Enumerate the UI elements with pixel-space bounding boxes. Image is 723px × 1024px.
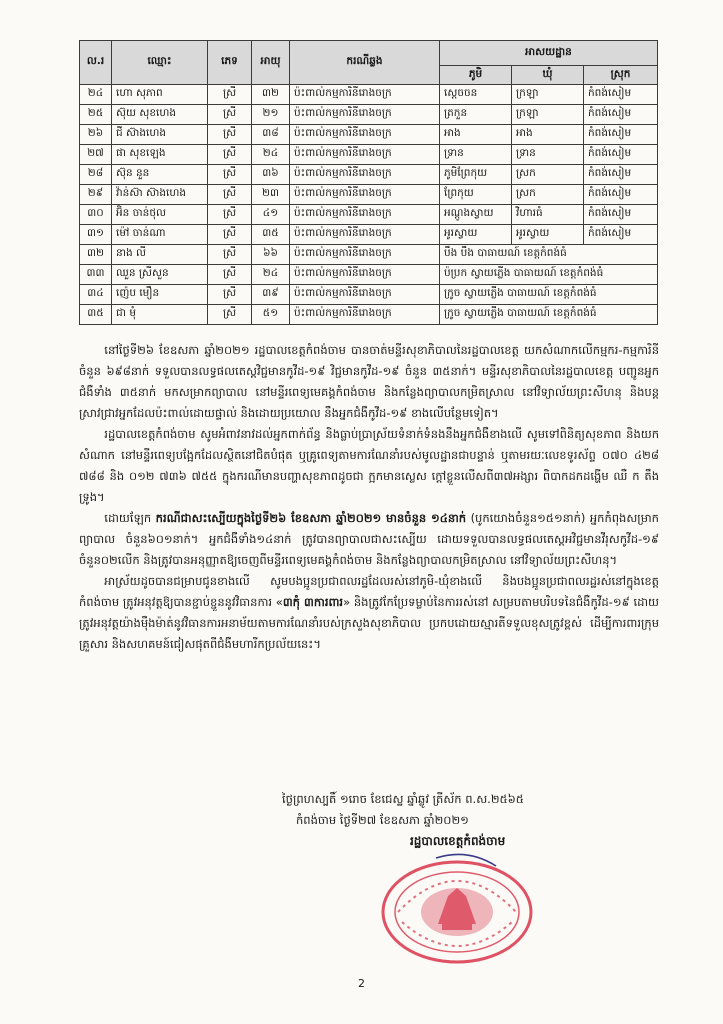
cell-case: ប៉ះពាល់កម្មការិនីរោងចក្រ: [290, 265, 440, 285]
cell-no: ៣១: [80, 225, 112, 245]
header-address: អាសយដ្ឋាន: [440, 41, 658, 66]
table-row: [80, 285, 658, 305]
cell-case: ប៉ះពាល់កម្មការិនីរោងចក្រ: [290, 185, 440, 205]
cell-sex: ស្រី: [208, 265, 252, 285]
cell-sex: ស្រី: [208, 125, 252, 145]
cell-village: អណ្ដូងស្វាយ: [440, 205, 512, 225]
cell-district: កំពង់សៀម: [584, 85, 658, 105]
issuing-office: រដ្ឋបាលខេត្តកំពង់ចាម: [410, 834, 506, 848]
cell-no: ៣២: [80, 245, 112, 265]
cell-age: ៥១: [252, 305, 290, 325]
header-village: ភូមិ: [440, 66, 512, 85]
cell-no: ៣៤: [80, 285, 112, 305]
cell-village: អាង: [440, 125, 512, 145]
cell-name: ជា មុំ: [112, 305, 208, 325]
table-row: [80, 85, 658, 105]
cell-name: ហោ សុភាព: [112, 85, 208, 105]
cell-commune: អូរស្វាយ: [512, 225, 584, 245]
table-row: [80, 185, 658, 205]
header-case: ករណីឆ្លង: [290, 41, 440, 85]
header-sex: ភេទ: [208, 41, 252, 85]
cases-table: [79, 40, 658, 325]
measures-detail: » និងត្រូវកែប្រែទម្លាប់នៃការរស់នៅ សម្របតាមបរិបទនៃជំងឺកូវីដ-១៩ ដោយត្រូវអនុវត្តយ៉ាងម៉ឺងម៉ាត់នូវវិធានការអនាម័យតាមការណែនាំរបស់ក្រសួងសុខាភិបាល ប្រកបដោយស្មារតីទទួលខុសត្រូវខ្ពស់ ដើម្បីការពារក្រុមគ្រួសារ និងសហគមន៍ជៀសផុតពីជំងឺមហារីកប្រល័យនេះ។: [79, 595, 660, 651]
cell-sex: ស្រី: [208, 285, 252, 305]
cell-case: ប៉ះពាល់កម្មការិនីរោងចក្រ: [290, 85, 440, 105]
cell-age: ៣៥: [252, 225, 290, 245]
cell-name: ស៊ុន នួន: [112, 165, 208, 185]
cell-sex: ស្រី: [208, 205, 252, 225]
cell-address-full: បឹង បឹង បាធាយណ៍ ខេត្តកំពង់ធំ: [440, 245, 658, 265]
cell-address-full: ក្រូច ស្វាយភ្លើង បាធាយណ៍ ខេត្តកំពង់ធំ: [440, 285, 658, 305]
table-row: [80, 145, 658, 165]
cell-name: វ៉ាន់ស៊ា ស៊ាងហេង: [112, 185, 208, 205]
cell-district: កំពង់សៀម: [584, 185, 658, 205]
cell-no: ៣៣: [80, 265, 112, 285]
cell-sex: ស្រី: [208, 145, 252, 165]
cell-address-full: ក្រូច ស្វាយភ្លើង បាធាយណ៍ ខេត្តកំពង់ធំ: [440, 305, 658, 325]
cell-district: កំពង់សៀម: [584, 205, 658, 225]
recovered-intro: ដោយឡែក: [104, 511, 156, 525]
header-age: អាយុ: [252, 41, 290, 85]
cell-district: កំពង់សៀម: [584, 225, 658, 245]
cell-name: ម៉ៅ ចាន់ណា: [112, 225, 208, 245]
cell-name: ញ៉េប មឿន: [112, 285, 208, 305]
cell-district: កំពង់សៀម: [584, 145, 658, 165]
cell-sex: ស្រី: [208, 185, 252, 205]
cell-sex: ស្រី: [208, 105, 252, 125]
cell-no: ៣៥: [80, 305, 112, 325]
cell-commune: ស្រក: [512, 165, 584, 185]
cell-age: ៣២: [252, 85, 290, 105]
table-row: [80, 305, 658, 325]
cell-case: ប៉ះពាល់កម្មការិនីរោងចក្រ: [290, 125, 440, 145]
cell-village: ស្ដេចចន: [440, 85, 512, 105]
cell-sex: ស្រី: [208, 245, 252, 265]
paragraph-measures: [79, 571, 659, 655]
cell-age: ៣៨: [252, 125, 290, 145]
cell-case: ប៉ះពាល់កម្មការិនីរោងចក្រ: [290, 245, 440, 265]
cell-name: អ៊ិន ចាន់ថុល: [112, 205, 208, 225]
cell-age: ៣៩: [252, 285, 290, 305]
recovered-detail: (បូកយោងចំនួន១៥១នាក់) អ្នកកំពុងសម្រាកព្យាបាល ចំនួន៦០១នាក់។ អ្នកជំងឺទាំង១៤នាក់ ត្រូវបានព្យាបាលជាសះស្បើយ ដោយទទួលបានលទ្ធផលតេស្តអវិជ្ជមានវីរុសកូវីដ-១៩ ចំនួន០២លើក និងត្រូវបានអនុញ្ញាតឱ្យចេញពីមន្ទីរពេទ្យមេគង្គកំពង់ចាម និងកន្លែងព្យាបាលកម្រិតស្រាល នៅវិទ្យាល័យព្រះសីហនុ។: [79, 511, 659, 567]
cell-district: កំពង់សៀម: [584, 165, 658, 185]
cell-commune: ក្រឡា: [512, 105, 584, 125]
cell-no: ២៧: [80, 145, 112, 165]
cell-sex: ស្រី: [208, 305, 252, 325]
cell-case: ប៉ះពាល់កម្មការិនីរោងចក្រ: [290, 145, 440, 165]
table-row: [80, 165, 658, 185]
official-seal-icon: [378, 852, 536, 964]
cell-no: ២៤: [80, 85, 112, 105]
cell-name: ជី ស៊ាងហេង: [112, 125, 208, 145]
measures-intro: អាស្រ័យដូចបានជម្រាបជូនខាងលើ សូមបងប្អូនប្រជាពលរដ្ឋដែលរស់នៅភូមិ-ឃុំខាងលើ និងបងប្អូនប្រជាពលរដ្ឋរស់នៅក្នុងខេត្តកំពង់ចាម ត្រូវអនុវត្តឱ្យបានខ្ជាប់ខ្ជួននូវវិធានការ «: [79, 574, 659, 609]
cell-commune: វិហារធំ: [512, 205, 584, 225]
cell-no: ២៨: [80, 165, 112, 185]
cell-commune: ស្រក: [512, 185, 584, 205]
cell-no: ៣០: [80, 205, 112, 225]
header-name: ឈ្មោះ: [112, 41, 208, 85]
header-no: ល.រ: [80, 41, 112, 85]
recovered-highlight: ករណីជាសះស្បើយក្នុងថ្ងៃទី២៦ ខែឧសភា ឆ្នាំ២០២១ មានចំនួន ១៤នាក់: [155, 511, 467, 525]
cell-village: ទ្រាន: [440, 145, 512, 165]
cell-age: ៦៦: [252, 245, 290, 265]
cell-age: ៣៦: [252, 165, 290, 185]
paragraph-recovered: [79, 508, 659, 571]
cell-village: ត្រកួន: [440, 105, 512, 125]
cell-sex: ស្រី: [208, 85, 252, 105]
cell-name: ឈួន ស្រីសួន: [112, 265, 208, 285]
cell-sex: ស្រី: [208, 225, 252, 245]
cell-no: ២៥: [80, 105, 112, 125]
cell-district: កំពង់សៀម: [584, 125, 658, 145]
table-row: [80, 205, 658, 225]
signature-block: [282, 789, 662, 852]
cell-age: ៤១: [252, 205, 290, 225]
cell-commune: អាង: [512, 125, 584, 145]
cell-name: នាង លី: [112, 245, 208, 265]
cell-age: ២៣: [252, 185, 290, 205]
header-district: ស្រុក: [584, 66, 658, 85]
cell-name: ផា សុខឡេង: [112, 145, 208, 165]
cell-commune: ក្រឡា: [512, 85, 584, 105]
table-row: [80, 225, 658, 245]
cell-address-full: ប៉ប្រក ស្វាយភ្លើង បាធាយណ៍ ខេត្តកំពង់ធំ: [440, 265, 658, 285]
cell-no: ២៩: [80, 185, 112, 205]
cell-case: ប៉ះពាល់កម្មការិនីរោងចក្រ: [290, 285, 440, 305]
cell-case: ប៉ះពាល់កម្មការិនីរោងចក្រ: [290, 225, 440, 245]
cell-sex: ស្រី: [208, 165, 252, 185]
paragraph-positive-cases: នៅថ្ងៃទី២៦ ខែឧសភា ឆ្នាំ២០២១ រដ្ឋបាលខេត្តកំពង់ចាម បានចាត់មន្ទីរសុខាភិបាលនៃរដ្ឋបាលខេត្ត យកសំណាកលើកម្មករ-កម្មការិនី ចំនួន ៦៩៨នាក់ ទទួលបានលទ្ធផលតេស្តវិជ្ជមានកូវីដ-១៩ វិជ្ជមានកូវីដ-១៩ ចំនួន ៣៥នាក់។ មន្ទីរសុខាភិបាលនៃរដ្ឋបាលខេត្ត បញ្ជូនអ្នកជំងឺទាំង ៣៥នាក់ មកសម្រាកព្យាបាល នៅមន្ទីរពេទ្យមេគង្គកំពង់ចាម និងកន្លែងព្យាបាលកម្រិតស្រាល នៅវិទ្យាល័យព្រះសីហនុ និងបន្តស្រាវជ្រាវអ្នកដែលប៉ះពាល់ដោយផ្ទាល់ និងដោយប្រយោល នឹងអ្នកជំងឺកូវីដ-១៩ ខាងលើបន្ថែមទៀត។: [79, 343, 659, 420]
cell-case: ប៉ះពាល់កម្មការិនីរោងចក្រ: [290, 205, 440, 225]
measures-highlight: ៣កុំ ៣ការពារ: [282, 595, 344, 609]
lunar-date: ថ្ងៃព្រហស្បតិ៍ ១រោច ខែជេស្ឋ ឆ្នាំឆ្លូវ ត្រីស័ក ព.ស.២៥៦៥: [282, 792, 524, 806]
table-row: [80, 265, 658, 285]
cell-age: ២១: [252, 105, 290, 125]
city-date: កំពង់ចាម ថ្ងៃទី២៧ ខែឧសភា ឆ្នាំ២០២១: [296, 813, 469, 827]
cell-no: ២៦: [80, 125, 112, 145]
page-number: 2: [358, 977, 365, 990]
table-row: [80, 105, 658, 125]
cell-commune: ទ្រាន: [512, 145, 584, 165]
cell-village: ព្រែកុយ: [440, 185, 512, 205]
cell-case: ប៉ះពាល់កម្មការិនីរោងចក្រ: [290, 105, 440, 125]
table-row: [80, 125, 658, 145]
cell-age: ២៤: [252, 145, 290, 165]
table-row: [80, 245, 658, 265]
cell-case: ប៉ះពាល់កម្មការិនីរោងចក្រ: [290, 165, 440, 185]
cell-name: ស៊ុយ សុខហេង: [112, 105, 208, 125]
paragraph-appeal: រដ្ឋបាលខេត្តកំពង់ចាម សូមអំពាវនាវដល់អ្នកពាក់ព័ន្ធ និងធ្លាប់ប្រាស្រ័យទំនាក់ទំនងនឹងអ្នកជំងឺខាងលើ សូមទៅពិនិត្យសុខភាព និងយកសំណាក នៅមន្ទីរពេទ្យបង្អែកដែលស្ថិតនៅជិតបំផុត ឬគ្រូពេទ្យតាមការណែនាំរបស់មូលដ្ឋានជាបន្ទាន់ ឬតាមរយៈលេខទូរស័ព្ទ ០៧០ ៤២៨ ៧៨៨ និង ០១២ ៧៣៦ ៧៥៥ ក្នុងករណីមានបញ្ហាសុខភាពដូចជា ក្អកមានស្លេស ក្ដៅខ្លួនលើសពី៣៧អង្សារ ពិបាកដកដង្ហើម ឈឺ ក តឹងទ្រូង។: [79, 427, 659, 504]
announcement-body: [79, 340, 659, 655]
header-commune: ឃុំ: [512, 66, 584, 85]
cell-district: កំពង់សៀម: [584, 105, 658, 125]
cell-village: អូរស្វាយ: [440, 225, 512, 245]
cell-case: ប៉ះពាល់កម្មការិនីរោងចក្រ: [290, 305, 440, 325]
cell-village: ភូមិព្រែកុយ: [440, 165, 512, 185]
cell-age: ២៤: [252, 265, 290, 285]
